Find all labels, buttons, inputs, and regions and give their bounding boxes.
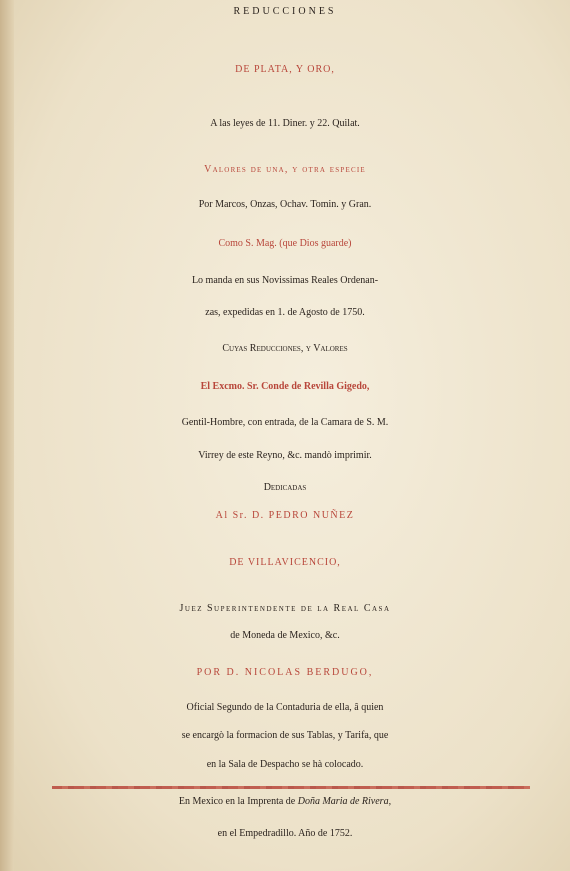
printer-name: Doña Maria de Rivera, [297,796,392,807]
divider-rule [52,786,530,789]
subtitle-plata-oro: DE PLATA, Y ORO, [235,64,335,75]
imprint-year-line: en el Empedradillo. Año de 1752. [217,828,353,839]
moneda-line: de Moneda de Mexico, &c. [230,630,340,641]
imprint-line [0,796,570,807]
reducciones-valores-line: Cuyas Reducciones, y Valores [222,343,348,354]
main-title: REDUCCIONES [233,6,337,17]
conde-line: El Excmo. Sr. Conde de Revilla Gigedo, [200,381,370,392]
juez-line: Juez Superintendente de la Real Casa [179,603,391,614]
gentil-hombre-line: Gentil-Hombre, con entrada, de la Camara de S. M. [181,417,389,428]
sala-line: en la Sala de Despacho se hà colocado. [206,759,364,770]
villavicencio-line: DE VILLAVICENCIO, [229,557,341,568]
leyes-line: A las leyes de 11. Diner. y 22. Quilat. [210,118,360,129]
oficial-line: Oficial Segundo de la Contaduria de ella, â quien [186,702,384,713]
ordenanzas-line: Lo manda en sus Novissimas Reales Ordenan- [191,275,379,286]
dedicadas-line: Dedicadas [263,482,307,493]
author-line: POR D. NICOLAS BERDUGO, [196,667,374,678]
tablas-line: se encargò la formacion de sus Tablas, y Tarifa, que [181,730,389,741]
como-mag-line: Como S. Mag. (que Dios guarde) [218,238,352,249]
valores-line: Valores de una, y otra especie [204,164,366,175]
imprint-text: En Mexico en la Imprenta de [178,796,298,807]
virrey-line: Virrey de este Reyno, &c. mandò imprimir. [198,450,372,461]
marcos-line: Por Marcos, Onzas, Ochav. Tomin. y Gran. [198,199,372,210]
agosto-line: zas, expedidas en 1. de Agosto de 1750. [205,307,365,318]
pedro-nunez-line: Al Sr. D. PEDRO NUÑEZ [215,510,355,521]
